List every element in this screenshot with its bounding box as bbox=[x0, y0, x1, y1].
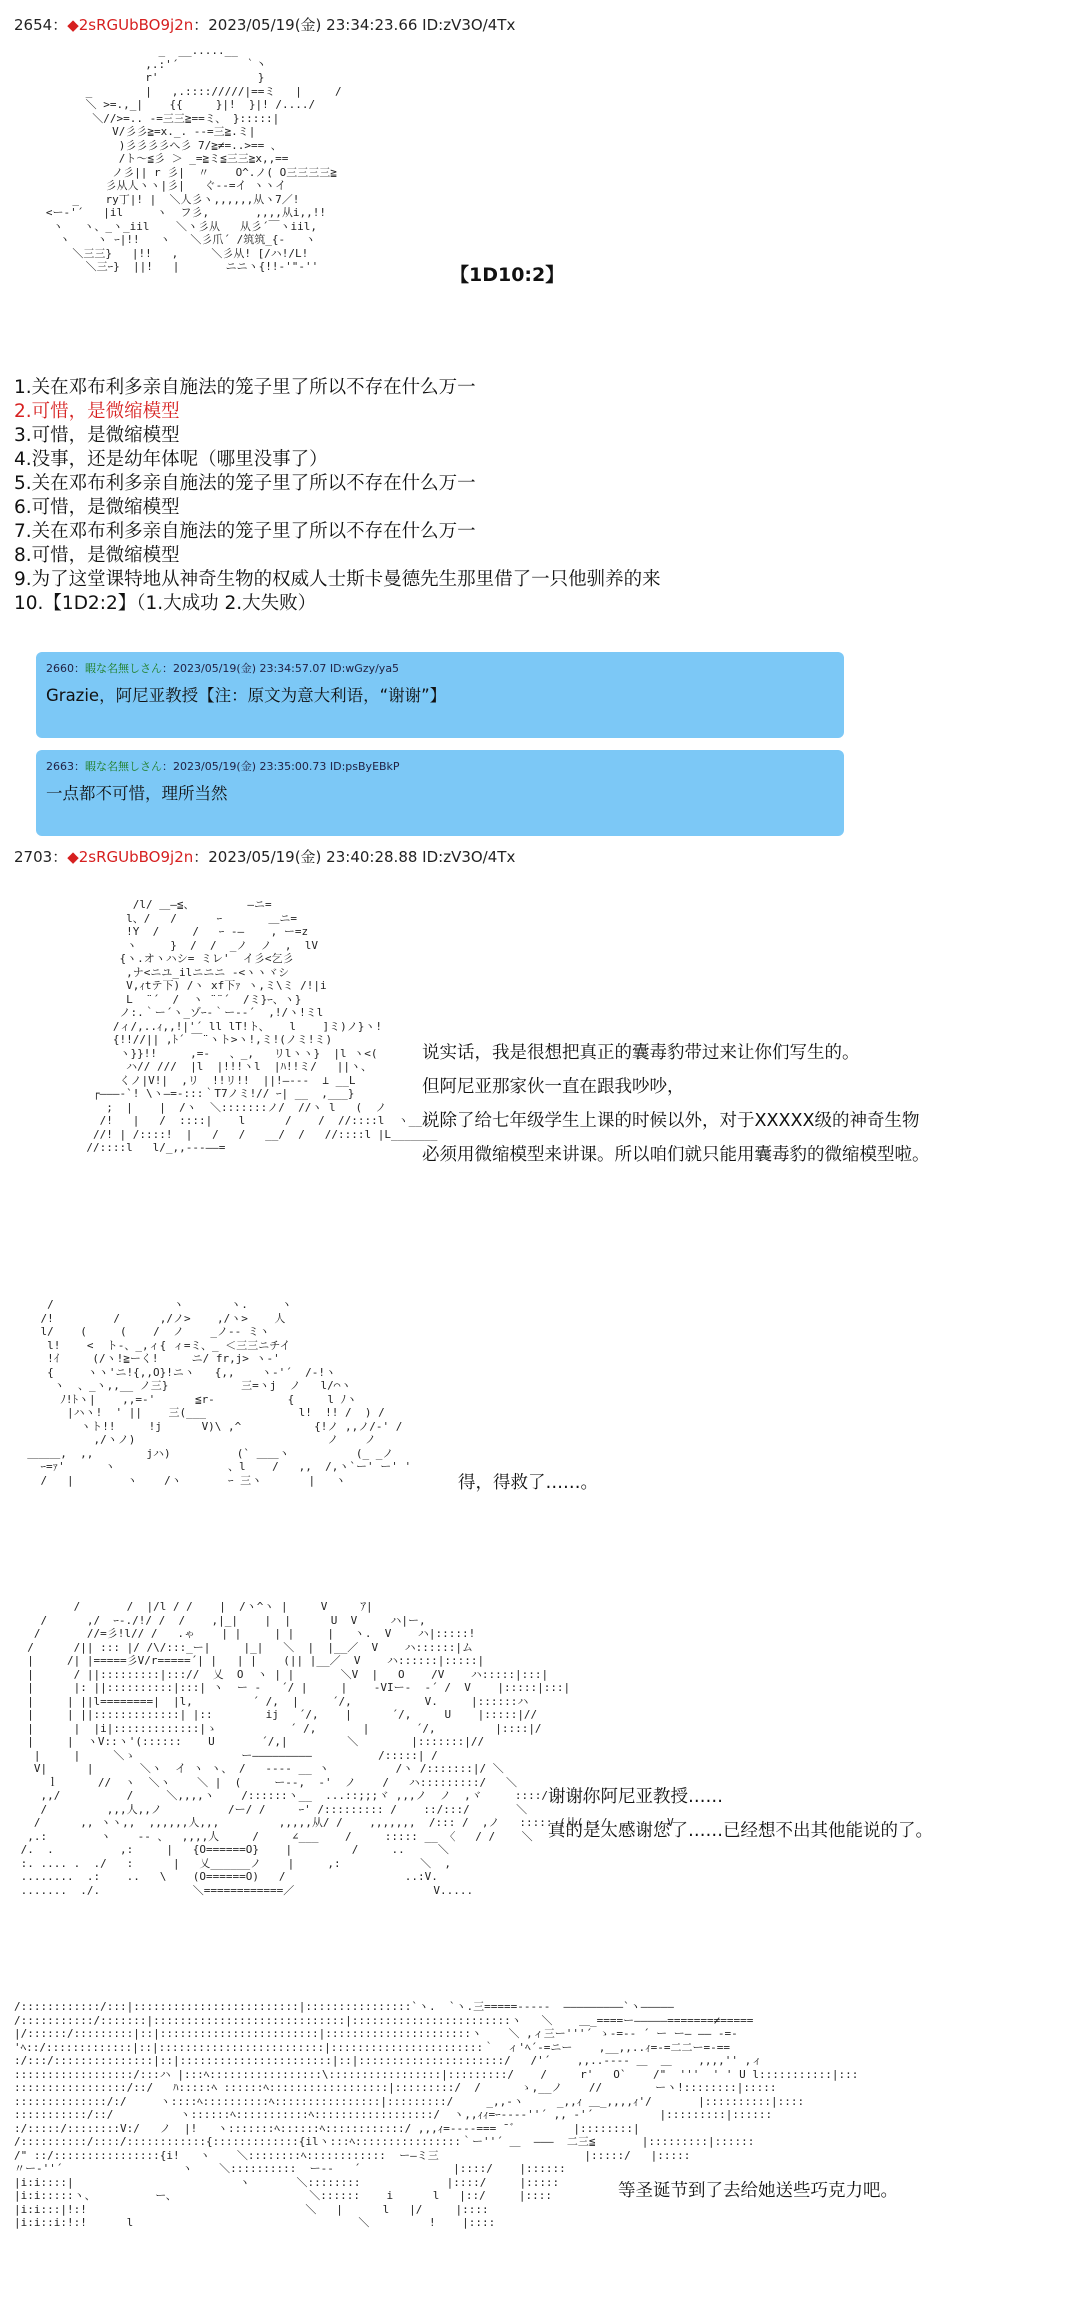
choice-item: 9.为了这堂课特地从神奇生物的权威人士斯卡曼德先生那里借了一只他驯养的来 bbox=[14, 569, 661, 590]
post-number[interactable]: 2654 bbox=[14, 16, 53, 34]
reply-author: 暇な名無しさん bbox=[85, 662, 162, 675]
narration-line: 谢谢你阿尼亚教授…… bbox=[548, 1787, 723, 1807]
post-separator: ： bbox=[52, 16, 68, 34]
ascii-art-professor: _ __.....__ ,.:'´ ｀丶 r' } _ | ,.:::://///|==ミ | / ＼ >=.,_| {{ }|! }|! /..../ ＼//>=.. -=三三≧==ミ、 }:::::| V/彡彡≧=x._. --=三≧.ミ| )彡彡彡彡へ彡 7/≧≠=..>== 、 /ト〜≦彡 ＞ _=≧ミ≦三三≧x,,== ノ彡|| r 彡| 〃 O^.ノ( O三三三三≧ 彡从人ヽヽ|彡| ぐ--=イ ヽヽイ _ ry丁|! | ＼人彡ヽ,,,,,,从ヽ7／! <ー‐'´ |il ヽ フ彡, ,,,,从i,,!! ヽ ヽ、_ヽ_iil ＼ヽ彡从 从彡´￣ヽiil, ヽ ヽ ｰ|!! ヽ ＼彡爪´ /筑筑_{- ヽ ＼三三} |!! , ＼彡从! [/ハ!/L! ＼三ｰ} ||! | ニニヽ{!!-'"-'' bbox=[45, 44, 342, 273]
choice-item: 10.【1D2:2】（1.大成功 2.大失败） bbox=[14, 593, 317, 614]
dice-result: 【1D10:2】 bbox=[450, 264, 565, 286]
post-meta: ：2023/05/19(金) 23:34:23.66 ID:zV3O/4Tx bbox=[193, 16, 516, 34]
narration-block-4: 等圣诞节到了去给她送些巧克力吧。 bbox=[618, 2181, 898, 2201]
reply-timestamp: ：2023/05/19(金) 23:35:00.73 ID:psByEBkP bbox=[162, 760, 400, 773]
narration-line: 说除了给七年级学生上课的时候以外，对于XXXXX级的神奇生物 bbox=[422, 1111, 920, 1131]
author-trip[interactable]: 2sRGUbBO9j2n bbox=[78, 16, 194, 34]
ascii-art-teacher: /l/ ＿―≦、 ―ニ= l、/ / ｰ ＿ニ= !Y / / ｰ ‐― , ー=z ヽ } / / _ノ ノ , lV {ヽ.オヽハシ= ミレ' イ彡<乞彡 ,ナ<ニユ_ilニニニ ‐<ヽヽヾシ V,ｨtテ下) /ヽ xf下ｧ ヽ,ミ\ミ /!|i L ¨´ / ヽ ¨¨´ /ミ}ｰ、ヽ} ノ:.｀ー´ヽ_ゾｰ-｀ー‐-´ ,!/ヽ!ミl /ィ/,..ｨ,,!|'´ ll lT!ト、 l ]ミ)ノ}ヽ! {!!//|| ,ﾄ´ ￣¨ヽト>ヽ!,ミ!(ノミ!ミ) ヽ}}!! ,=- 、_, リlヽヽ} |l ヽ<( ハ// /// |l |!!!ヽl |ﾊ!!ミ/ ||ヽ、 くノ|V!| ,リ !!リ!! ||!―-‐- ⊥ __L ┌―――-`! \ヽ―=-:::｀T7ノミ!// ｰ| __ ,___} ; | | /ヽ ＼:::::::ノ/ //ヽ l ( ノ /! | / ::::| l / / //::::l ヽ__/ //! | /::::! | / / __/ / //::::l |L_______ //::::l l/_,,--‐――= bbox=[86, 898, 438, 1154]
trip-diamond-icon: ◆ bbox=[67, 16, 79, 34]
reply-number[interactable]: 2663 bbox=[46, 760, 74, 773]
narration-line: 但阿尼亚那家伙一直在跟我吵吵， bbox=[422, 1077, 685, 1097]
choice-item: 5.关在邓布利多亲自施法的笼子里了所以不存在什么万一 bbox=[14, 473, 476, 494]
post-separator: ： bbox=[52, 848, 68, 866]
author-trip[interactable]: 2sRGUbBO9j2n bbox=[78, 848, 194, 866]
narration-block-3 bbox=[548, 1780, 933, 1848]
choice-item: 7.关在邓布利多亲自施法的笼子里了所以不存在什么万一 bbox=[14, 521, 476, 542]
choice-list bbox=[14, 376, 661, 616]
choice-item-selected: 2.可惜，是微缩模型 bbox=[14, 401, 180, 422]
choice-item: 3.可惜，是微缩模型 bbox=[14, 425, 180, 446]
trip-diamond-icon: ◆ bbox=[67, 848, 79, 866]
reply-post-2663 bbox=[36, 750, 844, 836]
narration-block-1 bbox=[422, 1036, 930, 1172]
post-header-2703 bbox=[14, 846, 515, 867]
ascii-art-student-relieved: / ヽ ヽ. ヽ /! / ,/ノ> ,/ヽ> 人 l/ ( ( / ノ _ノ-‐ ミヽ l! < ト-、_,ィ{ ィ=ミ、_ ＜三三ニチイ !ｲ (/ヽ!≧ーく! ニ/ fr,j> ヽ‐' { ヽヽ'ニ!{,,O}!ニヽ {,, ヽ-'´ /-!ヽ ヽ 、_ヽ,,__ ノ三} 三=ヽj ノ l/⌒ヽ ﾉ!ﾄヽ| ,,=-' ≦r‐ { l ﾉヽ |ハヽ! ' || 三(___ l! !! / ) / ヽト!! !j V)\ ,^ {!ノ ,,ノ/‐' / ,/ヽノ) ノ ノ ＿＿＿, ,, jハ) (` ＿＿ヽ (_ _ノ ｰ=ｧ' ヽ 、l / ,, /,ヽ`ー' ー' ' / | ヽ /ヽ ｰ 三ヽ | ヽ bbox=[27, 1298, 412, 1487]
narration-block-2: 得，得救了……。 bbox=[458, 1473, 598, 1493]
narration-line: 真的是太感谢您了……已经想不出其他能说的了。 bbox=[548, 1821, 933, 1841]
choice-item: 6.可惜，是微缩模型 bbox=[14, 497, 180, 518]
ascii-art-student-grateful: / / |/l / / | /ヽ^ヽ | V ｱ| / ,/ ｰ‐./!/ / / ,|_| | | U V ハ|ー, / //=彡!l// / .ゃ | | | | | ヽ. V ハ|:::::! / /|| ::: |/ /\/:::_ー| |_| ＼ | |__／ V ハ::::::|ム | /| |=====彡V/r=====´| | | | (|| |__／ V ハ::::::|:::::| | / ||:::::::::|:::// 乂 O ヽ | | ＼V | O /V ハ:::::|:::| | |: ||::::::::::|:::| ヽ ー - ´/ | | ‐VIー- ‐´ / V |:::::|:::| | | ||l========| |l, ´ /, | ´/, V. |::::::ハ | | ||:::::::::::::| |:: ij ´/, | ´/, U |:::::|// | | |i|:::::::::::::|ゝ ´ /, | ´/, |::::|/ | | ヽV::ヽ'(:::::: U ´/,| ＼ |:::::::|// | | ＼ゝ ー――――――――― /:::::| / V| | ＼ヽ イ ヽ ヽ、 / ‐‐‐‐ __ ヽ /ヽ /:::::::|/ ＼ ｌ // ヽ ＼ヽ ＼ | ( ー‐-, -' ノ / ハ:::::::::/ ＼ ,,/ / ＼,,,,ヽ /::::::ヽ__ ...::;;;ヾ ,,,ノ ノ ,ヾ ::::/ , / ,,,人,,ノ /ー/ / ｰ' /::::::::: / ::/:::/ ＼ / ,, ヽヽ,, ,,,,,,人,,, ,,,,,从/ / ,,,,,,, /::: / ,ノ ::::: (从(ヽ;/ , V ,.: ヽ ‐‐ 、 ,,,,人 / ∠___ / ::::: __ 〈 / / ＼ /. . ,: | {O======O} | / .. ＼ :. .... . ./ : | 乂______ノ | ,: ＼ , ........ .: .. \ (O======O) / ..:V. ....... ./. ＼============／ V..... bbox=[20, 1600, 674, 1897]
reply-text: Grazie，阿尼亚教授【注：原文为意大利语，“谢谢”】 bbox=[46, 686, 447, 705]
post-number[interactable]: 2703 bbox=[14, 848, 53, 866]
reply-timestamp: ：2023/05/19(金) 23:34:57.07 ID:wGzy/ya5 bbox=[162, 662, 400, 675]
reply-meta: 2663：暇な名無しさん：2023/05/19(金) 23:35:00.73 ID:psByEBkP bbox=[46, 760, 400, 773]
reply-post-2660 bbox=[36, 652, 844, 738]
reply-meta: 2660：暇な名無しさん：2023/05/19(金) 23:34:57.07 ID:wGzy/ya5 bbox=[46, 662, 400, 675]
narration-line: 必须用微缩模型来讲课。所以咱们就只能用囊毒豹的微缩模型啦。 bbox=[422, 1145, 930, 1165]
post-meta: ：2023/05/19(金) 23:40:28.88 ID:zV3O/4Tx bbox=[193, 848, 516, 866]
choice-item: 1.关在邓布利多亲自施法的笼子里了所以不存在什么万一 bbox=[14, 377, 476, 398]
choice-item: 4.没事，还是幼年体呢（哪里没事了） bbox=[14, 449, 328, 470]
reply-author: 暇な名無しさん bbox=[85, 760, 162, 773]
post-header-2654 bbox=[14, 14, 515, 35]
choice-item: 8.可惜，是微缩模型 bbox=[14, 545, 180, 566]
reply-text: 一点都不可惜，理所当然 bbox=[46, 784, 228, 803]
reply-number[interactable]: 2660 bbox=[46, 662, 74, 675]
narration-line: 说实话，我是很想把真正的囊毒豹带过来让你们写生的。 bbox=[422, 1043, 860, 1063]
ascii-art-closeup: /::::::::::::/:::|:::::::::::::::::::::::::|::::::::::::::::`ヽ. `ヽ.三=====----- ―――――――――`ヽ――――― /:::::::::::/:::::::|:::::::::::::::::::::::::::::|::::::::::::::::::::::::ヽ ＼ ＿_====ー―――――=======≠===== |/::::::/:::::::::|::|::::::::::::::::::::::::|::::::::::::::::::::::ヽ ＼ ,ィ三ー'''´ ゝ-=‐‐ ´ ー ー― ―― ‐=‐ 'ﾍ::/:::::::::::::|::|:::::::::::::::::::::::::|:::::::::::::::::::::::｀ ィ'ﾍ´-=ニー ,__,,..ｨ=-=二二ー=-== :/:::/:::::::::::::::|::|:::::::::::::::::::::::|::|::::::::::::::::::::::/ /'´ ,,..---- ＿ ＿ ,,,,'' ,ィ ::::::::::::::::::/:::ハ |:::ﾍ:::::::::::::::::\:::::::::::::::::|:::::::::/ / r' O` /" ''' ' ' U l:::::::::::|::: :::::::::::::::::/::/ ﾊ:::::ﾍ ::::::ﾍ::::::::::::::::::|:::::::::/ / ゝ,__ノ // ーヽ!::::::::|::::: ::::::::::::::/:/ ヽ::::ﾍ::::::::::ﾍ::::::::::::::::|:::::::::/ _,,-ヽ _,,ｨ ＿_,,,,ｨ'/ |::::::::::|:::: :::::::::::/::/ ヽ::::::ﾍ:::::::::::ﾍ::::::::::::::::::/ ヽ,,ｨｨ=ｰ--‐‐''´ ,, ‐'´ |:::::::::|:::::: :/:::::/::::::::V:/ ノ |! ヽ:::::::ﾍ::::::ﾍ::::::::::::/ ,,,ｨ=-‐‐‐=== ̄ ゛ |::::::::| /::::::::::/::::/::::::::::::{:::::::::::::{ilヽ:::ﾍ::::::::::::::::｀ー''´ ＿ ――― 二三≦ |:::::::::|:::::: /" ::/::::::::::::::::{i! ヽ ＼::::::::ﾍ:::::::::::: ー―ミ三 |:::::/ |::::: 〃ー‐''´ ヽ ＼:::::::::: ー-‐ ´ |::::/ |:::::: |i:i::::| ヽ ＼:::::::: |::::/ |::::: |i:i:::::ヽ、 ー、 ＼:::::: i l |::/ |:::: |i:i:::|!:! ＼ | l |/ |:::: |i:i::i:!:! l ＼ ! |:::: bbox=[14, 2000, 859, 2229]
